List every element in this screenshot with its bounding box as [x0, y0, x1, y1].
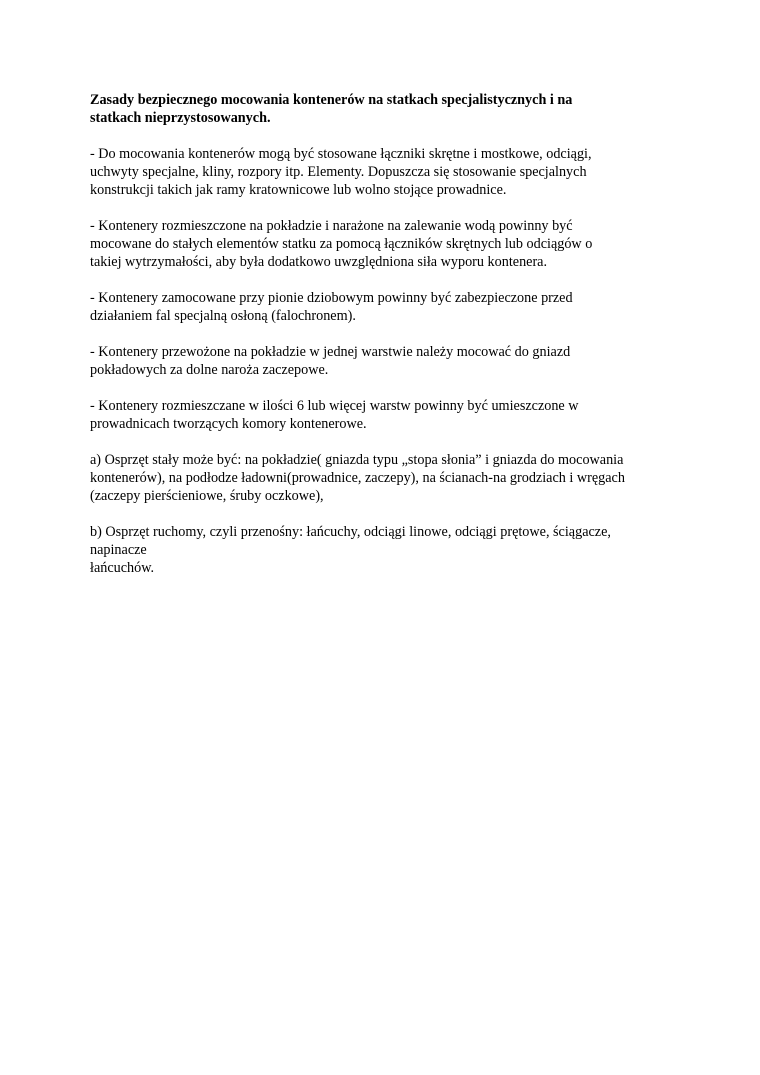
paragraph-single-layer	[90, 343, 680, 379]
paragraph-line: takiej wytrzymałości, aby była dodatkowo uwzględniona siła wyporu kontenera.	[90, 254, 548, 270]
paragraph-line: napinacze	[90, 542, 147, 558]
paragraph-line: kontenerów), na podłodze ładowni(prowadnice, zaczepy), na ścianach-na grodziach i wręgach	[90, 470, 625, 486]
paragraph-fastening-elements	[90, 145, 680, 199]
paragraph-line: mocowane do stałych elementów statku za pomocą łączników skrętnych lub odciągów o	[90, 236, 593, 252]
paragraph-line: prowadnicach tworzących komory kontenerowe.	[90, 416, 367, 432]
paragraph-line: pokładowych za dolne naroża zaczepowe.	[90, 362, 329, 378]
paragraph-line: - Kontenery zamocowane przy pionie dziobowym powinny być zabezpieczone przed	[90, 290, 573, 306]
paragraph-line: łańcuchów.	[90, 560, 155, 576]
paragraph-fixed-equipment	[90, 451, 680, 505]
paragraph-multi-layer	[90, 397, 680, 433]
paragraph-line: - Do mocowania kontenerów mogą być stosowane łączniki skrętne i mostkowe, odciągi,	[90, 146, 592, 162]
paragraph-line: - Kontenery rozmieszczone na pokładzie i narażone na zalewanie wodą powinny być	[90, 218, 573, 234]
paragraph-line: a) Osprzęt stały może być: na pokładzie( gniazda typu „stopa słonia” i gniazda do mocowania	[90, 452, 624, 468]
paragraph-line: uchwyty specjalne, kliny, rozpory itp. Elementy. Dopuszcza się stosowanie specjalnych	[90, 164, 587, 180]
paragraph-movable-equipment	[90, 523, 680, 577]
document-title	[90, 91, 680, 127]
paragraph-line: (zaczepy pierścieniowe, śruby oczkowe),	[90, 488, 324, 504]
paragraph-line: b) Osprzęt ruchomy, czyli przenośny: łańcuchy, odciągi linowe, odciągi prętowe, ściągacze,	[90, 524, 611, 540]
paragraph-line: konstrukcji takich jak ramy kratownicowe lub wolno stojące prowadnice.	[90, 182, 507, 198]
title-line: Zasady bezpiecznego mocowania kontenerów na statkach specjalistycznych i na	[90, 92, 573, 108]
title-line: statkach nieprzystosowanych.	[90, 110, 271, 126]
document-content	[90, 91, 680, 595]
paragraph-deck-flooding	[90, 217, 680, 271]
paragraph-line: - Kontenery rozmieszczane w ilości 6 lub więcej warstw powinny być umieszczone w	[90, 398, 579, 414]
paragraph-bow-protection	[90, 289, 680, 325]
paragraph-line: - Kontenery przewożone na pokładzie w jednej warstwie należy mocować do gniazd	[90, 344, 571, 360]
paragraph-line: działaniem fal specjalną osłoną (falochronem).	[90, 308, 356, 324]
